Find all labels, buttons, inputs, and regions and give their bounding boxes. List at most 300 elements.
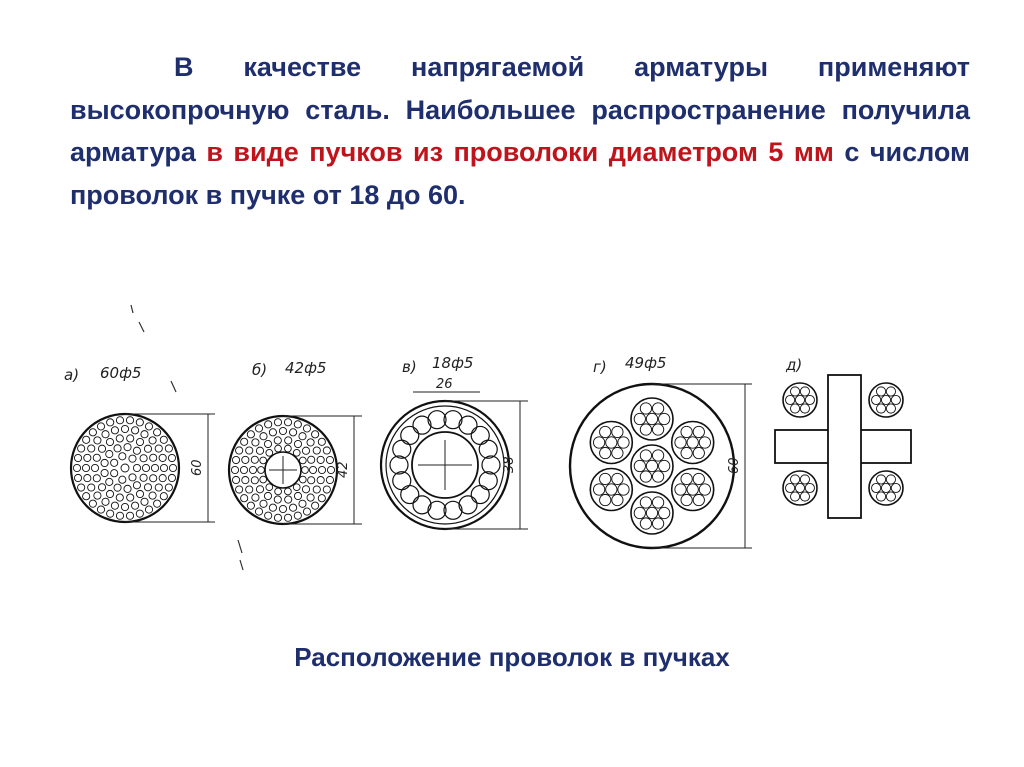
wire-circle (699, 437, 710, 448)
wire-circle (675, 437, 686, 448)
wire-circle (294, 492, 301, 499)
wire-circle (93, 475, 100, 482)
wire-circle (274, 496, 281, 503)
wire-circle (693, 494, 704, 505)
wire-circle (318, 495, 325, 502)
wire-circle (73, 464, 80, 471)
wire-circle (102, 498, 109, 505)
wire-circle (165, 484, 172, 491)
wire-circle (786, 395, 795, 404)
wire-circle (97, 506, 104, 513)
wire-circle (805, 395, 814, 404)
wire-circle (107, 510, 114, 517)
wire-circle (275, 488, 282, 495)
wire-circle (444, 501, 462, 519)
wire-circle (289, 429, 296, 436)
figure-a-dimension: 60 (190, 459, 205, 476)
wire-circle (891, 483, 900, 492)
wire-circle (872, 483, 881, 492)
wire-circle (136, 490, 143, 497)
wire-circle (471, 486, 489, 504)
wire-circle (681, 426, 692, 437)
wire-circle (82, 464, 89, 471)
wire-circle (606, 437, 617, 448)
wire-circle (302, 486, 309, 493)
wire-circle (251, 456, 258, 463)
wire-circle (640, 424, 651, 435)
wire-circle (236, 486, 243, 493)
strand-outline (783, 471, 817, 505)
wire-circle (307, 439, 314, 446)
wire-circle (142, 464, 149, 471)
figure-c-label: в) (402, 358, 417, 376)
wire-circle (97, 423, 104, 430)
wire-circle (640, 403, 651, 414)
wire-circle (256, 486, 263, 493)
wire-circle (150, 454, 157, 461)
wire-circle (309, 466, 316, 473)
wire-circle (790, 387, 799, 396)
wire-circle (264, 440, 271, 447)
wire-circle (618, 437, 629, 448)
wire-circle (160, 464, 167, 471)
strand-outline (631, 398, 673, 440)
wire-circle (886, 404, 895, 413)
wire-circle (459, 416, 477, 434)
wire-circle (876, 404, 885, 413)
wire-circle (91, 464, 98, 471)
wire-circle (111, 502, 118, 509)
wire-circle (133, 482, 140, 489)
wire-circle (479, 440, 497, 458)
wire-circle (318, 438, 325, 445)
paragraph-text: В качестве напрягаемой арматуры применяют высокопрочную сталь. Наибольшее распространение получила арматура (70, 52, 970, 167)
figure-d-dimension: 60 (727, 457, 742, 474)
wire-circle (78, 445, 85, 452)
wire-circle (401, 426, 419, 444)
wire-circle (612, 494, 623, 505)
wire-circle (256, 447, 263, 454)
wire-circle (241, 495, 248, 502)
wire-circle (600, 494, 611, 505)
wire-circle (102, 431, 109, 438)
wire-circle (886, 475, 895, 484)
wire-circle (612, 447, 623, 458)
wire-circle (84, 454, 91, 461)
wire-circle (285, 488, 292, 495)
wire-circle (790, 404, 799, 413)
wire-circle (634, 460, 645, 471)
wire-circle (126, 417, 133, 424)
wire-circle (74, 474, 81, 481)
wire-circle (124, 444, 131, 451)
wire-circle (114, 445, 121, 452)
wire-circle (786, 483, 795, 492)
wire-circle (876, 492, 885, 501)
wire-circle (265, 421, 272, 428)
wire-circle (872, 395, 881, 404)
wire-circle (805, 483, 814, 492)
wire-circle (285, 445, 292, 452)
wire-circle (795, 395, 804, 404)
wire-circle (265, 512, 272, 519)
wire-circle (317, 476, 324, 483)
wire-circle (111, 470, 118, 477)
wire-circle (681, 473, 692, 484)
wire-circle (313, 447, 320, 454)
wire-circle (126, 512, 133, 519)
wire-circle (154, 429, 161, 436)
figure-a-spec: 60ф5 (100, 364, 142, 382)
wire-circle (246, 447, 253, 454)
wire-circle (252, 439, 259, 446)
wire-circle (93, 454, 100, 461)
wire-circle (652, 518, 663, 529)
wire-circle (242, 476, 249, 483)
scan-artifacts (131, 305, 243, 570)
wire-circle (141, 498, 148, 505)
wire-circle (231, 466, 238, 473)
wire-circle (299, 433, 306, 440)
wire-circle (269, 504, 276, 511)
wire-circle (160, 493, 167, 500)
strand-outline (590, 469, 632, 511)
wire-circle (247, 502, 254, 509)
wire-circle (136, 419, 143, 426)
wire-circle (312, 431, 319, 438)
figure-b-spec: 42ф5 (285, 359, 327, 377)
wire-circle (640, 471, 651, 482)
wire-circle (98, 445, 105, 452)
wire-circle (646, 507, 657, 518)
figure-a (64, 364, 215, 522)
wire-circle (83, 436, 90, 443)
wire-circle (106, 490, 113, 497)
wire-circle (131, 427, 138, 434)
wire-circle (313, 486, 320, 493)
wire-circle (593, 437, 604, 448)
wire-circle (106, 450, 113, 457)
wire-circle (600, 426, 611, 437)
wire-circle (144, 484, 151, 491)
wire-circle (681, 447, 692, 458)
wire-circle (240, 466, 247, 473)
wire-circle (232, 476, 239, 483)
wire-circle (269, 429, 276, 436)
wire-circle (687, 437, 698, 448)
wire-circle (119, 476, 126, 483)
wire-circle (116, 435, 123, 442)
strand-outline (631, 445, 673, 487)
wire-circle (249, 466, 256, 473)
wire-circle (155, 484, 162, 491)
wire-circle (89, 500, 96, 507)
wire-circle (84, 474, 91, 481)
wire-circle (675, 484, 686, 495)
wire-circle (294, 421, 301, 428)
strand-outline (672, 422, 714, 464)
wire-circle (308, 477, 315, 484)
wire-circle (127, 494, 134, 501)
wire-circle (232, 456, 239, 463)
figure-b (229, 359, 362, 524)
wire-circle (891, 395, 900, 404)
wire-circle (124, 485, 131, 492)
wire-circle (881, 395, 890, 404)
wire-circle (106, 438, 113, 445)
figure-d-spec: 49ф5 (625, 354, 667, 372)
wire-circle (241, 438, 248, 445)
wire-circle (94, 492, 101, 499)
wire-circle (886, 492, 895, 501)
wire-circle (144, 445, 151, 452)
wire-circle (401, 486, 419, 504)
wire-circle (303, 508, 310, 515)
wire-circle (88, 484, 95, 491)
wire-circle (881, 483, 890, 492)
figure-e (775, 356, 911, 518)
wire-circle (129, 474, 136, 481)
figure-c-inner-dimension: 26 (436, 377, 453, 392)
strand-outline (869, 471, 903, 505)
paragraph-text-end: с числом проволок в пучке от 18 до 60. (70, 137, 971, 210)
strand-outline (631, 492, 673, 534)
wire-circle (279, 505, 286, 512)
wire-circle (413, 496, 431, 514)
wire-circle (593, 484, 604, 495)
figure-d-label: г) (593, 358, 607, 376)
wire-circle (634, 507, 645, 518)
wire-circle (274, 419, 281, 426)
wire-circle (159, 474, 166, 481)
wire-circle (247, 431, 254, 438)
wire-circle (646, 460, 657, 471)
wire-circle (159, 454, 166, 461)
wire-circle (618, 484, 629, 495)
paragraph-highlight: в виде пучков из проволоки диаметром 5 мм (206, 137, 834, 167)
wire-circle (699, 484, 710, 495)
wire-circle (74, 454, 81, 461)
wire-circle (260, 500, 267, 507)
wire-circle (140, 455, 147, 462)
wire-circle (251, 477, 258, 484)
wire-circle (640, 518, 651, 529)
wire-circle (111, 459, 118, 466)
wire-circle (790, 492, 799, 501)
wire-circle (121, 425, 128, 432)
wire-circle (168, 454, 175, 461)
figure-b-dimension: 42 (336, 461, 351, 478)
wire-circle (258, 467, 265, 474)
wire-circle (155, 445, 162, 452)
figure-b-label: б) (252, 361, 268, 379)
wire-circle (252, 494, 259, 501)
wire-circle (140, 474, 147, 481)
wire-circle (136, 510, 143, 517)
wire-circle (302, 467, 309, 474)
wire-circle (390, 456, 408, 474)
wire-circle (98, 484, 105, 491)
wire-circle (255, 508, 262, 515)
wire-circle (154, 500, 161, 507)
wire-circle (659, 460, 670, 471)
strand-outline (672, 469, 714, 511)
strand-outline (869, 383, 903, 417)
wire-circle (790, 475, 799, 484)
wire-circle (131, 502, 138, 509)
wire-circle (116, 494, 123, 501)
wire-circle (876, 475, 885, 484)
wire-circle (795, 483, 804, 492)
wire-circle (299, 457, 306, 464)
wire-circle (659, 507, 670, 518)
wire-circle (634, 413, 645, 424)
wire-circle (693, 447, 704, 458)
wire-circle (149, 437, 156, 444)
wire-circle (326, 476, 333, 483)
figure-a-label: а) (64, 366, 80, 384)
wire-circle (274, 514, 281, 521)
wire-circle (308, 456, 315, 463)
figure-e-label: д) (786, 356, 803, 374)
wire-circle (294, 512, 301, 519)
wire-circle (121, 503, 128, 510)
wire-circle (652, 471, 663, 482)
wire-circle (652, 403, 663, 414)
wire-circle (94, 437, 101, 444)
wire-circle (275, 445, 282, 452)
figure-a-outline (71, 414, 179, 522)
wire-circle (127, 435, 134, 442)
wire-circle (149, 492, 156, 499)
wire-circle (640, 450, 651, 461)
wire-circle (326, 456, 333, 463)
wire-circle (165, 445, 172, 452)
wire-circle (260, 476, 267, 483)
wire-circle (323, 486, 330, 493)
wire-circle (652, 424, 663, 435)
wire-circle (471, 426, 489, 444)
strand-outline (590, 422, 632, 464)
wire-circle (886, 387, 895, 396)
wire-circle (323, 447, 330, 454)
wire-circle (652, 497, 663, 508)
figure-d (570, 354, 752, 548)
wire-circle (681, 494, 692, 505)
wire-circle (294, 440, 301, 447)
wire-circle (612, 473, 623, 484)
figure-c (381, 354, 528, 529)
wire-circle (133, 447, 140, 454)
wire-circle (393, 472, 411, 490)
wire-circle (111, 427, 118, 434)
wire-circle (129, 455, 136, 462)
wire-circle (255, 425, 262, 432)
wire-circle (393, 440, 411, 458)
wire-circle (279, 427, 286, 434)
figure-c-dimension: 38 (502, 456, 517, 473)
wire-circle (101, 469, 108, 476)
wire-circle (299, 476, 306, 483)
wire-circle (116, 512, 123, 519)
figure-a-wires (73, 417, 176, 520)
figure-d-strands (590, 398, 713, 534)
wire-circle (606, 484, 617, 495)
wire-circle (101, 459, 108, 466)
wire-circle (428, 411, 446, 429)
wire-circle (687, 484, 698, 495)
wire-circle (88, 445, 95, 452)
wire-circle (318, 466, 325, 473)
wire-circle (800, 404, 809, 413)
wire-circle (285, 496, 292, 503)
wire-circle (89, 429, 96, 436)
wire-circle (479, 472, 497, 490)
wire-circle (327, 466, 334, 473)
wire-circle (302, 447, 309, 454)
figure-caption: Расположение проволок в пучках (294, 642, 730, 672)
wire-circle (133, 464, 140, 471)
wire-circle (107, 419, 114, 426)
wire-circle (274, 437, 281, 444)
wire-circle (141, 431, 148, 438)
wire-circle (284, 514, 291, 521)
wire-circle (114, 484, 121, 491)
figure-c-spec: 18ф5 (432, 354, 474, 372)
wire-circle (482, 456, 500, 474)
wire-circle (284, 419, 291, 426)
wire-circle (289, 504, 296, 511)
wire-circle (78, 484, 85, 491)
wire-circle (600, 447, 611, 458)
wire-circle (151, 464, 158, 471)
wire-circle (264, 492, 271, 499)
wire-circle (160, 436, 167, 443)
wire-circle (168, 474, 175, 481)
wire-circle (246, 486, 253, 493)
wire-circle (876, 387, 885, 396)
wire-circle (652, 450, 663, 461)
wire-circle (693, 426, 704, 437)
wire-circle (800, 475, 809, 484)
wire-circle (236, 447, 243, 454)
wire-circle (317, 456, 324, 463)
wire-circle (800, 387, 809, 396)
wire-circle (693, 473, 704, 484)
wire-circle (285, 437, 292, 444)
wire-circle (145, 506, 152, 513)
wire-circle (659, 413, 670, 424)
wire-circle (145, 423, 152, 430)
strand-outline (783, 383, 817, 417)
wire-circle (646, 413, 657, 424)
wire-circle (119, 453, 126, 460)
wire-circle (299, 500, 306, 507)
wire-circle (83, 493, 90, 500)
wire-circle (136, 438, 143, 445)
wire-circle (312, 502, 319, 509)
wire-circle (169, 464, 176, 471)
wire-circle (612, 426, 623, 437)
wire-circle (303, 425, 310, 432)
wire-circle (800, 492, 809, 501)
wire-circle (640, 497, 651, 508)
wire-circle (600, 473, 611, 484)
wire-circle (150, 475, 157, 482)
wire-circle (260, 433, 267, 440)
wire-circle (260, 457, 267, 464)
wire-circle (242, 456, 249, 463)
